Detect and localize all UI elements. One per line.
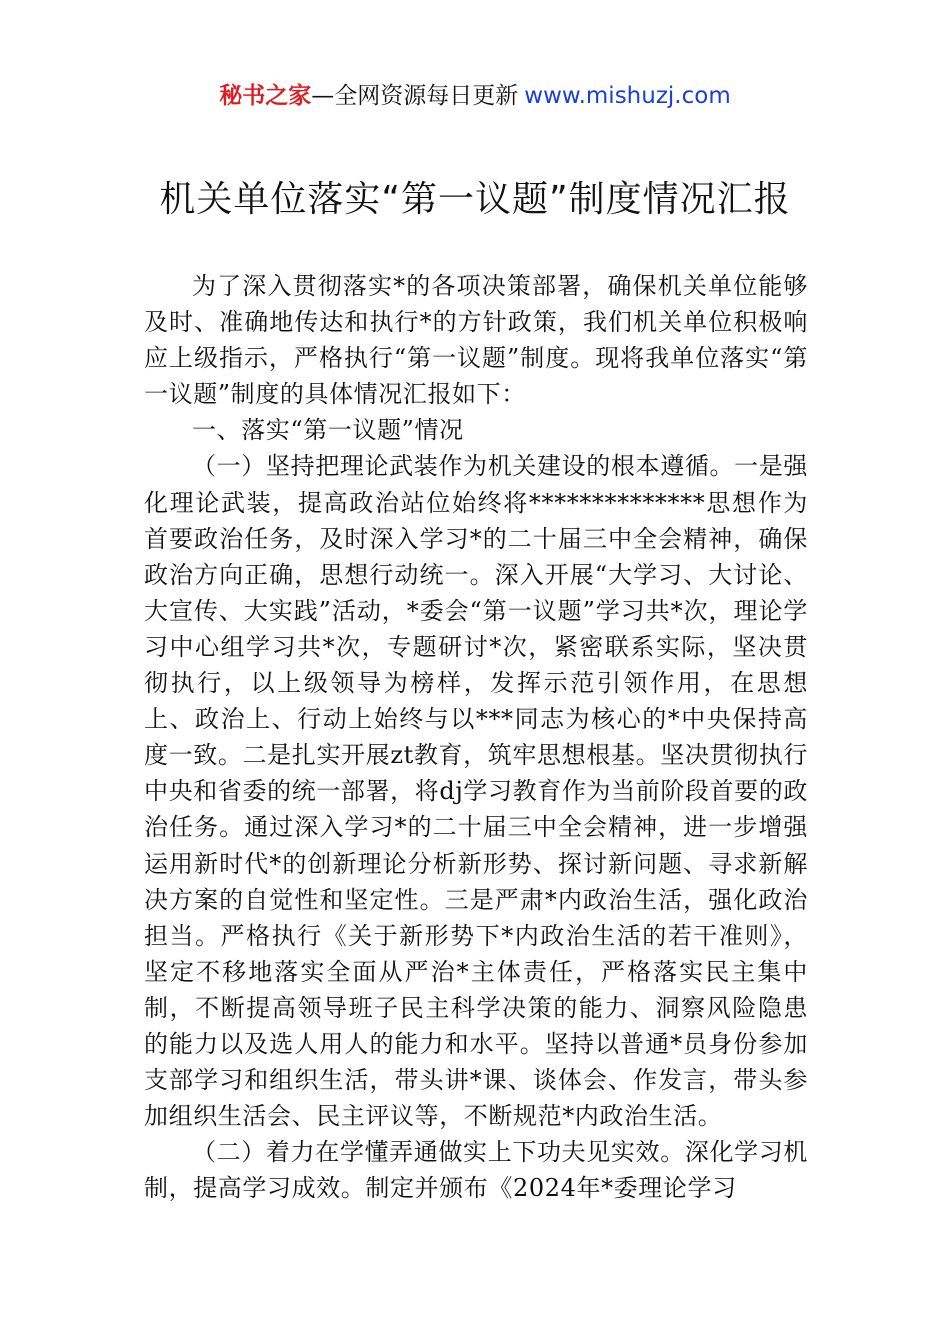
section-heading: 一、落实“第一议题”情况 — [192, 416, 464, 445]
site-url-link[interactable]: www.mishuzj.com — [524, 83, 731, 109]
site-header — [0, 80, 950, 112]
subsection-paragraph-1: （一）坚持把理论武装作为机关建设的根本遵循。一是强化理论武装，提高政治站位始终将**************思想作为首要政治任务，及时深入学习*的二十届三中全会精神，确保政治方向正确，思想行动统一。深入开展“大学习、大讨论、大宣传、大实践”活动，*委会“第一议题”学习共*次，理论学习中心组学习共*次，专题研讨*次，紧密联系实际，坚决贯彻执行，以上级领导为榜样，发挥示范引领作用，在思想上、政治上、行动上始终与以***同志为核心的*中央保持高度一致。二是扎实开展zt教育，筑牢思想根基。坚决贯彻执行中央和省委的统一部署，将dj学习教育作为当前阶段首要的政治任务。通过深入学习*的二十届三中全会精神，进一步增强运用新时代*的创新理论分析新形势、探讨新问题、寻求新解决方案的自觉性和坚定性。三是严肃*内政治生活，强化政治担当。严格执行《关于新形势下*内政治生活的若干准则》，坚定不移地落实全面从严治*主体责任，严格落实民主集中制，不断提高领导班子民主科学决策的能力、洞察风险隐患的能力以及选人用人的能力和水平。坚持以普通*员身份参加支部学习和组织生活，带头讲*课、谈体会、作发言，带头参加组织生活会、民主评议等，不断规范*内政治生活。 — [144, 452, 808, 1131]
site-brand: 秘书之家 — [219, 83, 312, 109]
site-tagline: —全网资源每日更新 — [311, 83, 519, 109]
document-title: 机关单位落实“第一议题”制度情况汇报 — [159, 179, 791, 220]
intro-paragraph: 为了深入贯彻落实*的各项决策部署，确保机关单位能够及时、准确地传达和执行*的方针政策，我们机关单位积极响应上级指示，严格执行“第一议题”制度。现将我单位落实“第一议题”制度的具体情况汇报如下： — [144, 272, 808, 409]
document-body — [144, 268, 808, 1206]
subsection-paragraph-2: （二）着力在学懂弄通做实上下功夫见实效。深化学习机制，提高学习成效。制定并颁布《2024年*委理论学习 — [144, 1138, 808, 1203]
